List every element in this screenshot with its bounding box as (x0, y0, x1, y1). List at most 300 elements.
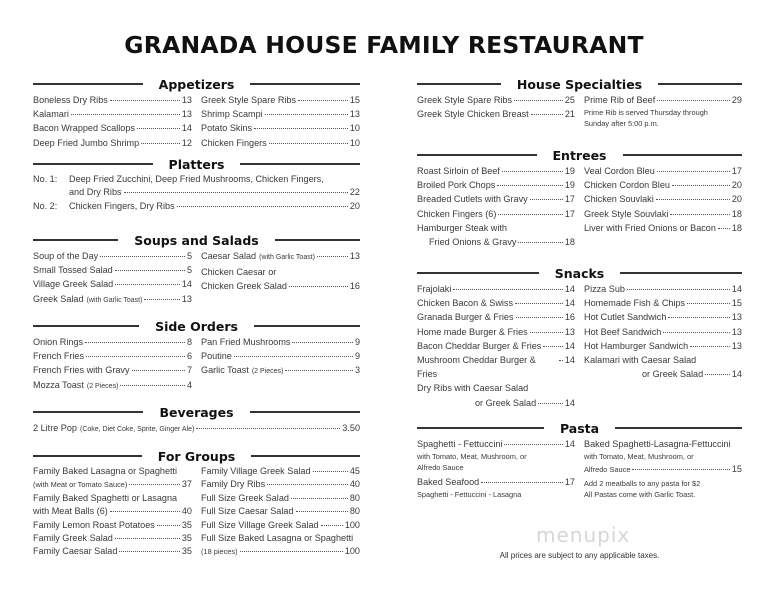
item-price: 80 (349, 506, 360, 517)
divider-line (250, 411, 360, 413)
item-name: Greek Style Spare Ribs (201, 95, 297, 105)
item-row (417, 164, 575, 178)
section-heading (33, 232, 360, 248)
item-row (201, 465, 360, 478)
menu-item (33, 335, 192, 349)
item-price: 14 (564, 439, 575, 449)
item-name: Hot Cutlet Sandwich (584, 312, 667, 323)
item-price: 14 (564, 355, 575, 366)
item-price: 9 (354, 337, 360, 347)
item-name: Garlic Toast (201, 365, 249, 376)
divider-line (254, 325, 360, 327)
item-price: 17 (564, 194, 575, 205)
item-description: with Tomato, Meat, Mushroom, or (417, 452, 527, 462)
item-name: Baked Seafood (417, 477, 480, 488)
dot-leader (705, 374, 730, 375)
item-name: Spaghetti - Fettuccini (417, 439, 503, 449)
item-name: Family Dry Ribs (201, 479, 266, 490)
item-name-first-line: Dry Ribs with Caesar Salad (417, 383, 529, 394)
item-row (33, 505, 192, 518)
section-title: Entrees (552, 147, 607, 163)
item-row (417, 325, 575, 339)
menu-item (417, 192, 575, 206)
divider-line (417, 272, 539, 274)
item-price: 9 (354, 351, 360, 362)
item-row (417, 282, 575, 296)
item-name: Family Village Greek Salad (201, 466, 311, 476)
menu-item (33, 173, 360, 200)
item-name: Pizza Sub (584, 284, 625, 294)
item-name-first-line: Hamburger Steak with (417, 222, 507, 233)
item-name: Boneless Dry Ribs (33, 95, 108, 105)
divider-line (275, 239, 360, 241)
item-name-first-line: Chicken Caesar or (201, 267, 277, 278)
items-column (33, 93, 192, 150)
items-grid (33, 465, 360, 559)
restaurant-title: GRANADA HOUSE FAMILY RESTAURANT (124, 31, 644, 59)
section-heading (417, 265, 742, 281)
menu-item (417, 339, 575, 353)
divider-line (417, 83, 501, 85)
section-title: House Specialties (516, 76, 643, 92)
item-name: and Dry Ribs (69, 186, 122, 197)
dot-leader (144, 299, 179, 300)
dot-leader (687, 303, 730, 304)
item-name: Prime Rib of Beef (584, 95, 656, 105)
item-note: Add 2 meatballs to any pasta for $2 (584, 479, 701, 489)
menu-item (201, 363, 360, 379)
dot-leader (85, 342, 185, 343)
menu-item (584, 164, 742, 178)
item-name: Bacon Wrapped Scallops (33, 123, 135, 134)
item-row (201, 335, 360, 349)
dot-leader (672, 185, 730, 186)
divider-line (33, 239, 118, 241)
item-row (201, 279, 360, 293)
item-price: 15 (731, 298, 742, 309)
dot-leader (670, 214, 729, 215)
item-name: Full Size Village Greek Salad (201, 519, 319, 530)
menu-item (33, 93, 192, 107)
item-row (201, 136, 360, 150)
item-price: 8 (186, 337, 192, 347)
section-title: Snacks (554, 265, 605, 281)
item-price: 19 (564, 166, 575, 176)
dot-leader (296, 511, 348, 512)
item-price: 35 (181, 533, 192, 544)
menu-item (417, 475, 575, 500)
menu-item (584, 339, 742, 353)
dot-leader (119, 551, 179, 552)
item-note: (with Garlic Toast) (86, 296, 143, 304)
item-name: Shrimp Scampi (201, 109, 263, 120)
item-row (584, 325, 742, 339)
item-price: 45 (349, 466, 360, 476)
menu-item (417, 437, 575, 473)
item-name: Fried Onions & Gravy (429, 237, 517, 248)
item-name: Home made Burger & Fries (417, 326, 528, 337)
item-row (33, 421, 360, 437)
item-row (201, 519, 360, 532)
items-column (201, 249, 360, 308)
item-number: No. 2: (33, 201, 58, 211)
menu-item (584, 353, 742, 381)
item-price: 20 (731, 194, 742, 205)
menu-item (201, 492, 360, 505)
dot-leader (110, 511, 180, 512)
section-heading (417, 420, 742, 436)
dot-leader (269, 143, 348, 144)
dot-leader (177, 206, 348, 207)
item-name: Deep Fried Jumbo Shrimp (33, 137, 140, 148)
divider-line (33, 325, 139, 327)
item-price: 29 (731, 95, 742, 105)
item-price: 10 (349, 137, 360, 148)
item-row (584, 310, 742, 324)
menu-item (33, 545, 192, 558)
item-name: Chicken Fingers (6) (417, 208, 497, 219)
dot-leader (132, 370, 185, 371)
item-row (201, 545, 360, 558)
item-row (33, 378, 192, 394)
menu-item (33, 421, 360, 437)
item-note: (with Garlic Toast) (259, 254, 315, 261)
item-name: Chicken Fingers (201, 137, 267, 148)
items-column (33, 249, 192, 308)
dot-leader (668, 317, 729, 318)
item-row (201, 478, 360, 491)
item-row (417, 235, 575, 249)
item-price: 35 (181, 546, 192, 557)
section-snacks (417, 265, 742, 410)
dot-leader (254, 128, 348, 129)
dot-leader (481, 482, 563, 483)
items-column (584, 437, 742, 502)
divider-line (33, 163, 153, 165)
watermark-logo: menupix (536, 523, 631, 547)
item-name: Greek Salad (33, 293, 84, 304)
section-appetizers (33, 76, 360, 150)
dot-leader (298, 100, 348, 101)
item-price: 18 (731, 222, 742, 233)
item-price: 17 (564, 208, 575, 219)
item-name: Potato Skins (201, 123, 253, 134)
item-name: Greek Style Spare Ribs (417, 95, 513, 105)
item-row (33, 93, 192, 107)
item-row (417, 437, 575, 451)
item-price: 7 (186, 365, 192, 376)
menu-item (201, 136, 360, 150)
section-title: Pasta (559, 420, 600, 436)
item-price: 22 (349, 186, 360, 197)
item-name: Family Caesar Salad (33, 546, 118, 557)
item-price: 14 (731, 284, 742, 294)
dot-leader (137, 128, 180, 129)
dot-leader (497, 185, 563, 186)
menu-item (201, 93, 360, 107)
dot-leader (234, 356, 353, 357)
item-name: Mozza Toast (33, 379, 84, 390)
dot-leader (690, 346, 730, 347)
section-pasta (417, 420, 742, 502)
dot-leader (530, 332, 563, 333)
item-label-wrap (33, 173, 360, 198)
item-name: Full Size Caesar Salad (201, 506, 294, 517)
item-price: 14 (564, 298, 575, 309)
item-row (584, 192, 742, 206)
item-name: Broiled Pork Chops (417, 180, 496, 191)
item-price: 14 (181, 123, 192, 134)
section-title: Beverages (159, 404, 234, 420)
dot-leader (663, 332, 730, 333)
section-title: Side Orders (155, 318, 238, 334)
menu-item (201, 519, 360, 532)
item-row (417, 207, 575, 221)
item-name: Family Greek Salad (33, 533, 113, 544)
dot-leader (267, 484, 348, 485)
item-name: Poutine (201, 351, 232, 362)
item-number: No. 1: (33, 174, 58, 184)
dot-leader (504, 444, 562, 445)
section-beverages (33, 404, 360, 437)
item-price: 13 (349, 251, 360, 261)
item-price: 10 (349, 123, 360, 134)
menu-item (584, 296, 742, 310)
item-row (201, 249, 360, 265)
item-name: Veal Cordon Bleu (584, 166, 655, 176)
item-row (417, 310, 575, 324)
dot-leader (129, 484, 180, 485)
dot-leader (141, 143, 180, 144)
menu-item (584, 207, 742, 221)
item-row (417, 192, 575, 206)
items-column (33, 335, 192, 394)
section-house-specialties (417, 76, 742, 129)
menu-item (201, 121, 360, 135)
item-row (33, 478, 192, 491)
menu-item (201, 478, 360, 491)
item-name: Frajolaki (417, 284, 452, 294)
item-price: 100 (344, 546, 360, 557)
menu-item (33, 263, 192, 277)
section-heading (33, 76, 360, 92)
item-row (584, 207, 742, 221)
item-name: (18 pieces) (201, 547, 238, 557)
item-row (201, 363, 360, 379)
dot-leader (543, 346, 563, 347)
item-name: Caesar Salad (201, 251, 257, 261)
items-column (584, 164, 742, 249)
dot-leader (71, 114, 180, 115)
menu-item (201, 249, 360, 265)
item-row (33, 335, 192, 349)
items-column (417, 93, 575, 129)
item-label-wrap (33, 200, 360, 213)
item-name: (with Meat or Tomato Sauce) (33, 480, 128, 490)
item-price: 16 (564, 312, 575, 323)
item-price: 6 (186, 351, 192, 362)
divider-line (251, 455, 360, 457)
item-row (417, 339, 575, 353)
dot-leader (100, 256, 185, 257)
item-note: Sunday after 5:00 p.m. (584, 119, 659, 129)
items-column (33, 173, 360, 215)
items-grid (33, 249, 360, 308)
item-price: 14 (564, 340, 575, 351)
menu-item (584, 178, 742, 192)
section-for-groups (33, 448, 360, 559)
dot-leader (86, 356, 185, 357)
divider-line (615, 427, 742, 429)
divider-line (250, 83, 360, 85)
item-row (33, 363, 192, 377)
item-name: Hot Hamburger Sandwich (584, 340, 689, 351)
items-column (417, 437, 575, 502)
menu-item (33, 277, 192, 291)
menu-item (33, 519, 192, 532)
item-note: (2 Pieces) (251, 368, 284, 376)
item-price: 80 (349, 492, 360, 503)
dot-leader (265, 114, 348, 115)
item-note: (Coke, Diet Coke, Sprite, Ginger Ale) (79, 426, 195, 433)
dot-leader (518, 242, 562, 243)
item-note: Prime Rib is served Thursday through (584, 108, 708, 118)
menu-item (201, 107, 360, 121)
item-name: Roast Sirloin of Beef (417, 166, 500, 176)
item-name: Greek Style Souvlaki (584, 208, 669, 219)
item-price: 14 (181, 279, 192, 290)
dot-leader (498, 214, 563, 215)
item-price: 13 (731, 312, 742, 323)
item-price: 17 (564, 477, 575, 488)
item-row (584, 178, 742, 192)
menu-item (417, 296, 575, 310)
divider-line (240, 163, 360, 165)
divider-line (33, 411, 143, 413)
item-row (33, 519, 192, 532)
section-heading (33, 318, 360, 334)
divider-line (417, 427, 544, 429)
item-price: 14 (564, 397, 575, 408)
menu-item (33, 378, 192, 394)
item-name: Mushroom Cheddar Burger & Fries (417, 355, 536, 380)
items-column (584, 282, 742, 410)
menu-item (584, 325, 742, 339)
item-price: 40 (349, 479, 360, 490)
menu-item (201, 465, 360, 478)
item-name: French Fries with Gravy (33, 365, 130, 376)
items-grid (33, 335, 360, 394)
dot-leader (502, 171, 563, 172)
section-heading (33, 404, 360, 420)
item-price: 13 (564, 326, 575, 337)
dot-leader (531, 114, 563, 115)
item-row (417, 178, 575, 192)
item-price: 18 (564, 237, 575, 248)
divider-line (620, 272, 742, 274)
item-row (33, 263, 192, 277)
item-price: 14 (731, 369, 742, 380)
menu-item (417, 93, 575, 107)
items-grid (417, 437, 742, 502)
items-grid (417, 282, 742, 410)
item-name-first-line: Baked Spaghetti-Lasagna-Fettuccini (584, 439, 731, 449)
item-name-first-line: Deep Fried Zucchini, Deep Fried Mushrooms, Chicken Fingers, (69, 174, 324, 184)
item-name: Homemade Fish & Chips (584, 298, 686, 309)
item-name: Bacon Cheddar Burger & Fries (417, 340, 542, 351)
item-row (584, 367, 742, 381)
dot-leader (656, 199, 730, 200)
item-price: 20 (731, 180, 742, 191)
item-name: Granada Burger & Fries (417, 312, 514, 323)
section-heading (33, 448, 360, 464)
item-row (33, 136, 192, 150)
item-price: 13 (731, 326, 742, 337)
item-row (201, 107, 360, 121)
dot-leader (196, 428, 340, 429)
item-row (69, 200, 360, 213)
item-name: Full Size Greek Salad (201, 492, 289, 503)
menu-item (201, 265, 360, 293)
item-row (417, 93, 575, 107)
item-price: 5 (186, 251, 192, 261)
divider-line (33, 83, 143, 85)
item-price: 37 (181, 479, 192, 490)
item-name: Liver with Fried Onions or Bacon (584, 222, 716, 233)
item-row (201, 505, 360, 518)
item-row (201, 349, 360, 363)
dot-leader (120, 385, 185, 386)
item-name: Breaded Cutlets with Gravy (417, 194, 528, 205)
dot-leader (115, 538, 180, 539)
item-price: 19 (564, 180, 575, 191)
item-price: 18 (731, 208, 742, 219)
section-soups-and-salads (33, 232, 360, 308)
item-row (33, 277, 192, 291)
menu-item (33, 136, 192, 150)
item-price: 35 (181, 519, 192, 530)
menu-item (33, 363, 192, 377)
item-row (201, 492, 360, 505)
item-row (584, 93, 742, 107)
items-grid (417, 164, 742, 249)
item-name-first-line: Family Baked Lasagna or Spaghetti (33, 466, 178, 476)
dot-leader (657, 100, 730, 101)
item-price: 20 (349, 201, 360, 211)
menu-item (33, 349, 192, 363)
item-price: 40 (181, 506, 192, 517)
menu-item (417, 282, 575, 296)
menu-item (417, 107, 575, 121)
item-row (33, 349, 192, 363)
item-name: Chicken Fingers, Dry Ribs (69, 201, 175, 211)
menu-item (417, 353, 575, 381)
menu-item (33, 492, 192, 519)
item-name: Kalamari (33, 109, 69, 120)
menu-item (201, 532, 360, 559)
item-row (33, 545, 192, 558)
items-grid (33, 93, 360, 150)
menu-item (201, 349, 360, 363)
item-row (33, 107, 192, 121)
item-row (69, 186, 360, 199)
item-body (69, 173, 360, 198)
menu-item (584, 192, 742, 206)
dot-leader (559, 360, 563, 361)
menu-item (417, 381, 575, 409)
menu-item (417, 325, 575, 339)
item-price: 5 (186, 265, 192, 276)
